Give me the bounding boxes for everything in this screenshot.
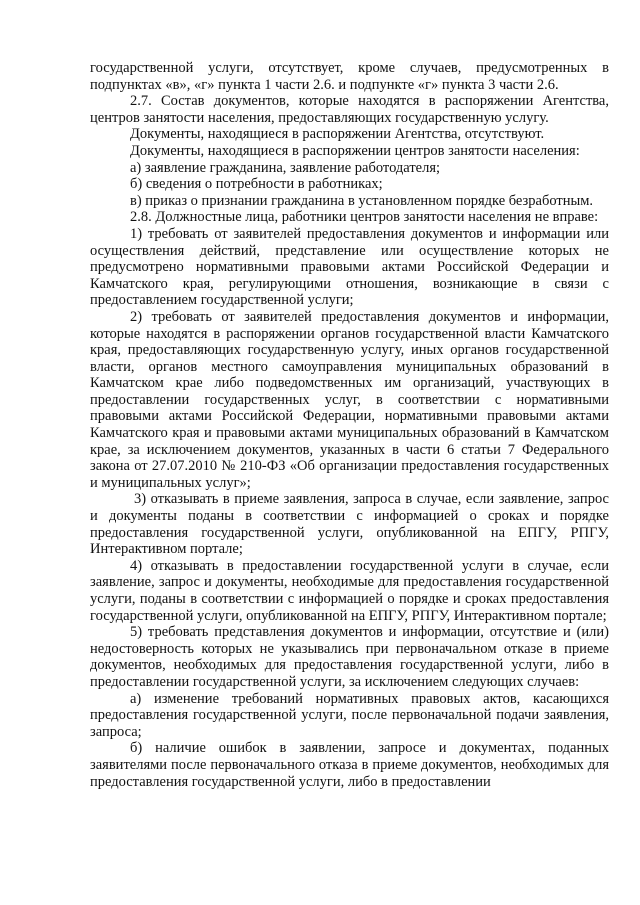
list-item-b: б) сведения о потребности в работниках;: [130, 176, 383, 193]
list-item-5: 5) требовать представления документов и информации, отсутствие и (или) недостоверность которых не указывались при первоначальном отказе в приеме документов, необходимых для предоставления государственной услуги, либо в предоставлении государственной услуги, за исключением следующих случаев:: [90, 624, 609, 690]
paragraph-2-8: 2.8. Должностные лица, работники центров занятости населения не вправе:: [130, 209, 599, 226]
list-item-v: в) приказ о признании гражданина в установленном порядке безработным.: [130, 192, 594, 209]
paragraph-agency-documents: Документы, находящиеся в распоряжении Агентства, отсутствуют.: [130, 126, 545, 143]
list-item-4: 4) отказывать в предоставлении государственной услуги в случае, если заявление, запрос и документы, необходимые для предоставления государственной услуги, поданы в соответствии с информацией о порядке и сроках предоставления государственной услуги, опубликованной на ЕПГУ, РПГУ, Интерактивном портале;: [90, 557, 609, 624]
list-item-3: 3) отказывать в приеме заявления, запроса в случае, если заявление, запрос и документы поданы в соответствии с информацией о сроках и порядке предоставления государственной услуги, опубликованной на ЕПГУ, РПГУ, Интерактивном портале;: [90, 491, 609, 558]
paragraph-2-7: 2.7. Состав документов, которые находятся в распоряжении Агентства, центров занятости населения, предоставляющих государственную услугу.: [90, 93, 609, 126]
sub-item-a: а) изменение требований нормативных правовых актов, касающихся предоставления государственной услуги, после первоначальной подачи заявления, запроса;: [90, 690, 609, 740]
paragraph-center-documents: Документы, находящиеся в распоряжении центров занятости населения:: [130, 142, 580, 159]
list-item-1: 1) требовать от заявителей предоставления документов и информации или осуществления действий, представление или осуществление которых не предусмотрено нормативными правовыми актами Российской Федерации и Камчатского края, регулирующими отношения, возникающие в связи с предоставлением государственной услуги;: [90, 225, 609, 309]
paragraph-continuation: государственной услуги, отсутствует, кроме случаев, предусмотренных в подпунктах «в», «г» пункта 1 части 2.6. и подпункте «г» пункта 3 части 2.6.: [90, 60, 609, 93]
sub-item-b: б) наличие ошибок в заявлении, запросе и документах, поданных заявителями после первоначального отказа в приеме документов, необходимых для предоставления государственной услуги, либо в предоставлении: [90, 740, 609, 790]
document-body: [90, 60, 609, 790]
list-item-2: 2) требовать от заявителей предоставления документов и информации, которые находятся в распоряжении органов государственной власти Камчатского края, предоставляющих государственную услугу, иных органов государственной власти, органов местного самоуправления муниципальных образований в Камчатском крае либо подведомственных им организаций, участвующих в предоставлении государственных услуг, в соответствии с нормативными правовыми актами Российской Федерации, нормативными правовыми актами Камчатского края и правовыми актами муниципальных образований в Камчатском крае, за исключением документов, указанных в части 6 статьи 7 Федерального закона от 27.07.2010 № 210-ФЗ «Об организации предоставления государственных и муниципальных услуг»;: [90, 308, 609, 491]
list-item-a: а) заявление гражданина, заявление работодателя;: [130, 159, 441, 176]
